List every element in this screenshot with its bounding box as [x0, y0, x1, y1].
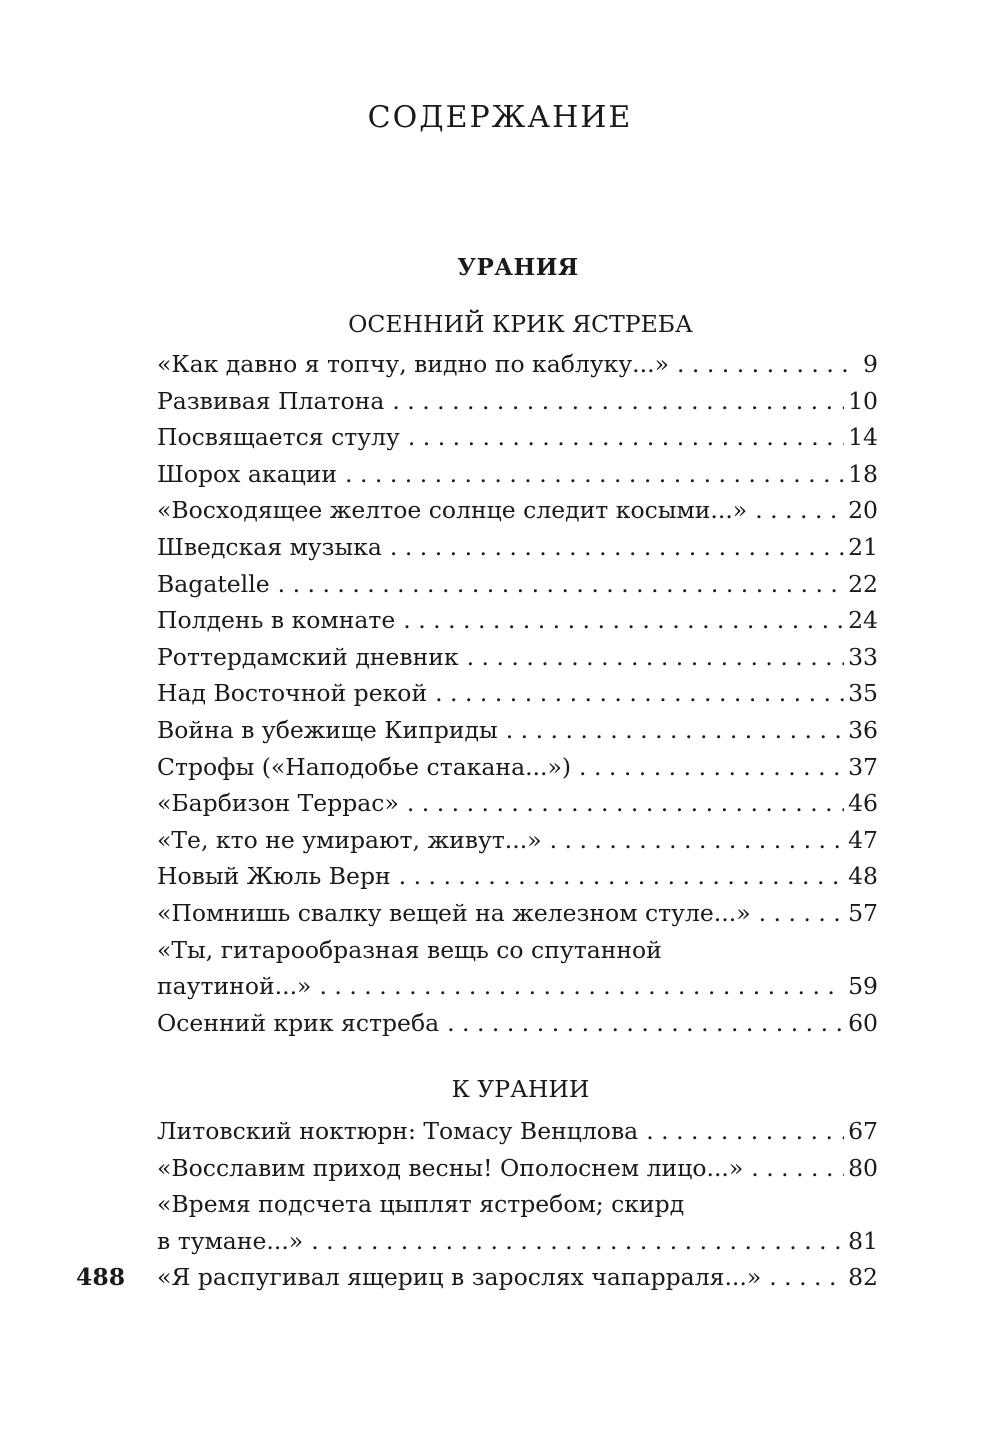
entry-page: 67 [848, 1117, 878, 1145]
toc-entry[interactable] [157, 675, 878, 712]
toc-entry[interactable] [157, 1150, 878, 1187]
toc-entry[interactable] [157, 749, 878, 786]
dot-leader [467, 639, 844, 676]
entry-title: Развивая Платона [157, 386, 385, 415]
entry-page: 35 [848, 679, 878, 708]
entry-title: Литовский ноктюрн: Томасу Венцлова [157, 1117, 639, 1145]
toc-entry[interactable] [157, 383, 878, 420]
dot-leader [407, 785, 844, 822]
entry-page: 48 [848, 862, 878, 891]
entry-page: 20 [848, 496, 878, 525]
entry-page: 10 [848, 386, 878, 415]
entry-title: Война в убежище Киприды [157, 715, 498, 744]
entry-page: 24 [848, 606, 878, 635]
dot-leader [408, 419, 844, 456]
toc-entry[interactable] [157, 346, 878, 383]
entry-title-first-line[interactable]: «Время подсчета цыплят ястребом; скирд [157, 1190, 685, 1219]
entry-page: 37 [848, 752, 878, 781]
toc-entry[interactable] [157, 529, 878, 566]
entry-page: 33 [848, 642, 878, 671]
entry-title: Строфы («Наподобье стакана...») [157, 752, 572, 781]
dot-leader [345, 456, 844, 493]
toc-entry[interactable] [157, 785, 878, 822]
dot-leader [550, 822, 844, 859]
entry-title: паутиной...» [157, 972, 312, 1001]
dot-leader [677, 346, 848, 383]
dot-leader [390, 529, 844, 566]
toc-entry[interactable] [157, 566, 878, 603]
entry-page: 59 [848, 972, 878, 1001]
entry-title: «Барбизон Террас» [157, 789, 399, 818]
entry-page: 46 [848, 789, 878, 818]
section-title: К УРАНИИ [451, 1075, 590, 1103]
entry-title: «Я распугивал ящериц в зарослях чапарраля...» [157, 1263, 762, 1292]
dot-leader [646, 1113, 844, 1150]
page-number: 488 [76, 1263, 126, 1291]
entry-page: 47 [848, 825, 878, 854]
toc-entry[interactable] [157, 639, 878, 676]
dot-leader [579, 749, 844, 786]
dot-leader [755, 492, 844, 529]
entry-title: «Восславим приход весны! Ополоснем лицо...» [157, 1153, 744, 1182]
entry-page: 18 [848, 459, 878, 488]
entry-title: в тумане...» [157, 1226, 304, 1255]
toc-section-2 [157, 1065, 878, 1296]
toc-entry[interactable] [157, 822, 878, 859]
section-title: ОСЕННИЙ КРИК ЯСТРЕБА [348, 310, 693, 338]
dot-leader [759, 895, 845, 932]
entry-title: Полдень в комнате [157, 606, 396, 635]
entry-page: 81 [848, 1226, 878, 1255]
entry-page: 57 [848, 898, 878, 927]
toc-entry[interactable] [157, 602, 878, 639]
toc-entry[interactable] [157, 712, 878, 749]
entry-title: Bagatelle [157, 569, 270, 598]
toc-entry[interactable] [157, 419, 878, 456]
dot-leader [392, 383, 844, 420]
dot-leader [278, 566, 844, 603]
entry-page: 14 [848, 423, 878, 452]
entry-title: Шорох акации [157, 459, 338, 488]
entry-title: «Восходящее желтое солнце следит косыми...» [157, 496, 748, 525]
entry-title: Осенний крик ястреба [157, 1008, 440, 1037]
entry-page: 21 [848, 532, 878, 561]
toc-entry[interactable] [157, 1223, 878, 1260]
toc-entry[interactable] [157, 1113, 878, 1150]
entry-page: 80 [848, 1153, 878, 1182]
entry-title: «Помнишь свалку вещей на железном стуле...» [157, 898, 751, 927]
toc-entry[interactable] [157, 858, 878, 895]
entry-page: 9 [863, 350, 878, 378]
entry-title: Новый Жюль Верн [157, 862, 391, 891]
dot-leader [751, 1150, 844, 1187]
entry-title: Посвящается стулу [157, 423, 400, 452]
toc-entry[interactable] [157, 1005, 878, 1042]
toc-entry[interactable] [157, 456, 878, 493]
page-title: СОДЕРЖАНИЕ [367, 100, 633, 135]
dot-leader [769, 1259, 844, 1296]
entry-title: «Те, кто не умирают, живут...» [157, 825, 542, 854]
dot-leader [403, 602, 844, 639]
part-heading: УРАНИЯ [457, 254, 579, 281]
dot-leader [319, 968, 844, 1005]
toc-section-1 [157, 302, 878, 1041]
entry-title: Роттердамский дневник [157, 642, 459, 671]
entry-page: 36 [848, 715, 878, 744]
entry-title-first-line[interactable]: «Ты, гитарообразная вещь со спутанной [157, 935, 662, 964]
dot-leader [399, 858, 844, 895]
toc-entry[interactable] [157, 1259, 878, 1296]
toc-entry[interactable] [157, 968, 878, 1005]
dot-leader [506, 712, 844, 749]
entry-title: «Как давно я топчу, видно по каблуку...» [157, 350, 669, 378]
dot-leader [435, 675, 844, 712]
entry-page: 22 [848, 569, 878, 598]
entry-title: Шведская музыка [157, 532, 382, 561]
toc-entry[interactable] [157, 895, 878, 932]
entry-page: 60 [848, 1008, 878, 1037]
toc-entry[interactable] [157, 492, 878, 529]
dot-leader [311, 1223, 844, 1260]
entry-title: Над Восточной рекой [157, 679, 428, 708]
entry-page: 82 [848, 1263, 878, 1292]
dot-leader [447, 1005, 844, 1042]
